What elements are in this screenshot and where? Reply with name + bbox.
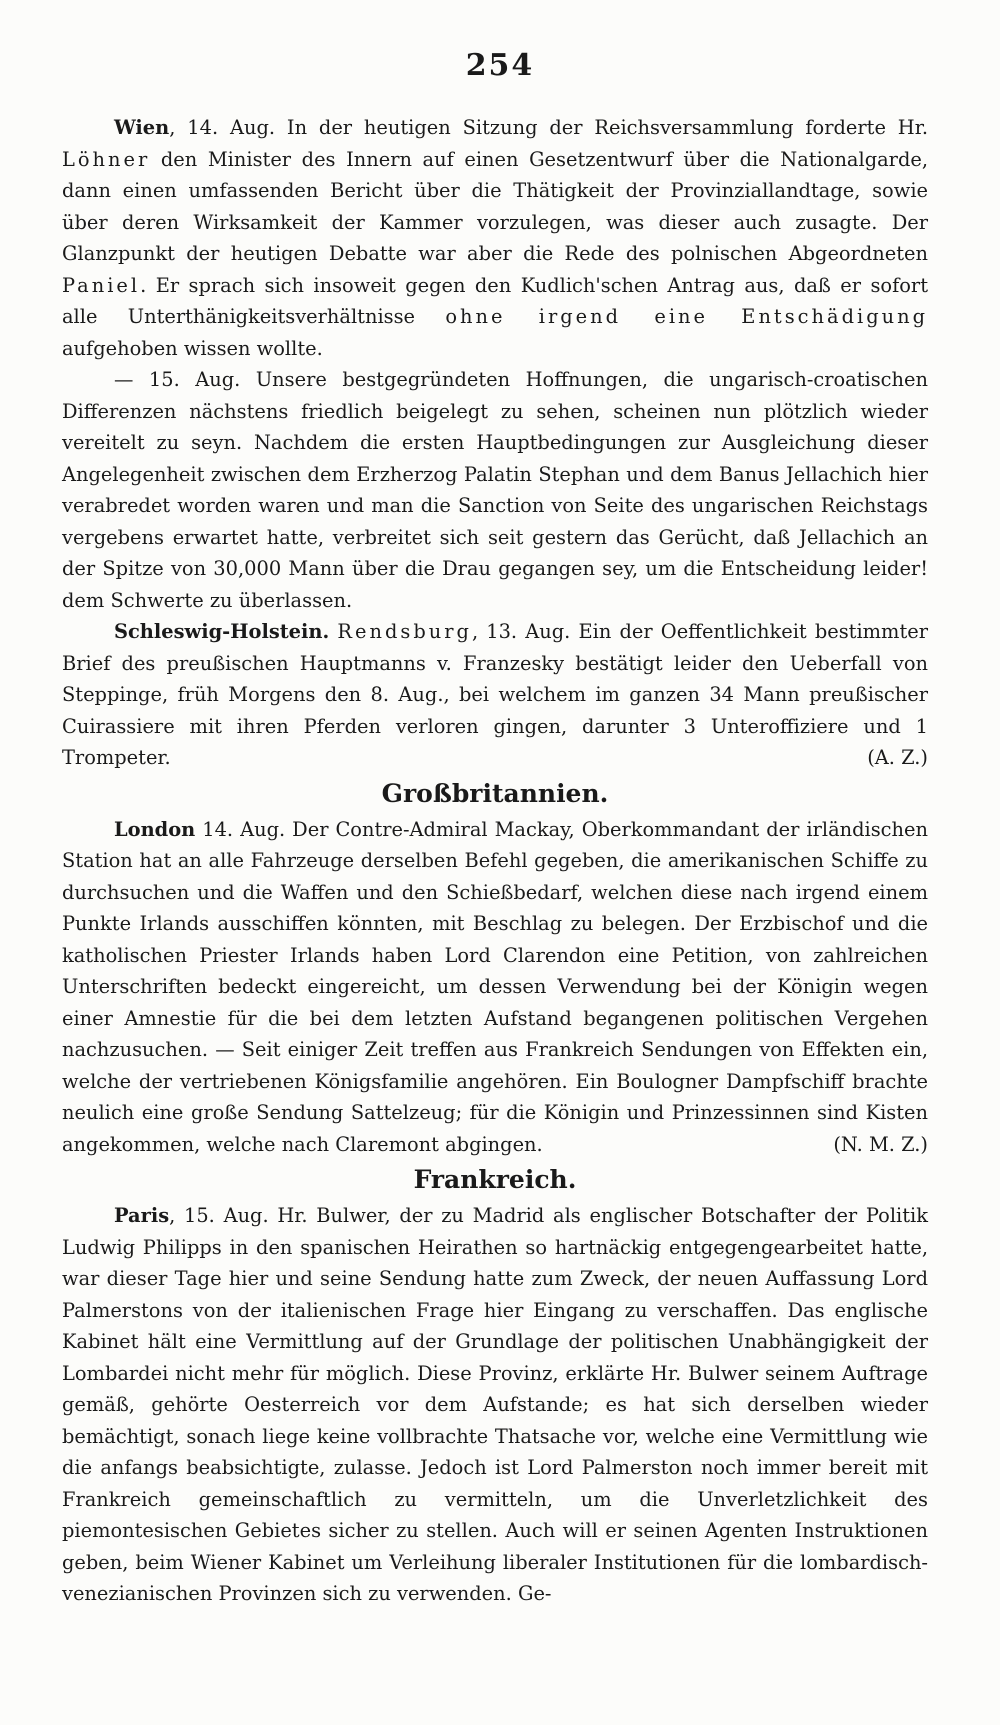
emphasis-text: ohne irgend eine Entschädigung: [445, 305, 928, 328]
dateline-london: London: [114, 817, 196, 841]
date-rendsburg: , 13. Aug.: [471, 620, 571, 643]
article-wien-14: [62, 112, 928, 364]
text-paris: Hr. Bulwer, der zu Madrid als englischer Botschafter der Politik Ludwig Philipps in den spanischen Heirathen so hartnäckig entgegengearbeitet hatte, war dieser Tage hier und seine Sendung hatte zum Zweck, der neuen Auffassung Lord Palmerstons von der italienischen Frage hier Eingang zu verschaffen. Das englische Kabinet hält eine Vermittlung auf der Grundlage der politischen Unabhängigkeit der Lombardei nicht mehr für möglich. Diese Provinz, erklärte Hr. Bulwer seinem Auftrage gemäß, gehörte Oesterreich vor dem Aufstande; es hat sich derselben wieder bemächtigt, sonach liege keine vollbrachte Thatsache vor, welche eine Vermittlung wie die anfangs beabsichtigte, zulasse. Jedoch ist Lord Palmerston noch immer bereit mit Frankreich gemeinschaftlich zu vermitteln, um die Unverletzlichkeit des piemontesischen Gebietes sicher zu stellen. Auch will er seinen Agenten Instruktionen geben, beim Wiener Kabinet um Verleihung liberaler Institutionen für die lombardisch-venezianischen Provinzen sich zu verwenden. Ge-: [62, 1204, 928, 1605]
text-wien-14-part3: . Er sprach sich insoweit gegen den Kudlich'schen Antrag aus, daß er sofort alle Unterthänigkeitsverhältnisse: [62, 273, 928, 328]
dateline-paris: Paris: [114, 1204, 170, 1227]
text-wien-14-part2: den Minister des Innern auf einen Gesetzentwurf über die Nationalgarde, dann einen umfassenden Bericht über die Thätigkeit der Provinziallandtage, sowie über deren Wirksamkeit der Kammer vorzulegen, was dieser auch zusagte. Der Glanzpunkt der heutigen Debatte war aber die Rede des polnischen Abgeordneten: [62, 147, 928, 265]
text-schleswig: Ein der Oeffentlichkeit bestimmter Brief des preußischen Hauptmanns v. Franzesky bestätigt leider den Ueberfall von Steppinge, früh Morgens den 8. Aug., bei welchem im ganzen 34 Mann preußischer Cuirassiere mit ihren Pferden verloren gingen, darunter 3 Unteroffiziere und 1 Trompeter.: [62, 620, 928, 769]
region-schleswig-holstein: Schleswig-Holstein.: [114, 620, 330, 643]
source-nmz: (N. M. Z.): [833, 1132, 928, 1156]
article-wien-15: [62, 364, 928, 616]
name-paniel: Paniel: [62, 273, 141, 297]
date-london: 14. Aug.: [195, 817, 286, 841]
text-wien-14-part4: aufgehoben wissen wollte.: [62, 336, 323, 360]
article-paris: [62, 1200, 928, 1610]
date-wien-15: — 15. Aug.: [114, 368, 241, 391]
source-az: (A. Z.): [867, 746, 928, 769]
page-number: 254: [465, 48, 535, 83]
text-column: [62, 112, 928, 1610]
article-schleswig: [62, 616, 928, 774]
name-loehner: Löhner: [62, 147, 151, 171]
date-wien-14: , 14. Aug.: [169, 116, 276, 139]
text-wien-14-part1: In der heutigen Sitzung der Reichsversammlung forderte Hr.: [275, 116, 928, 139]
section-heading-grossbritannien: Großbritannien.: [381, 778, 609, 808]
place-rendsburg: Rendsburg: [337, 620, 472, 643]
dateline-wien: Wien: [114, 116, 170, 139]
date-paris: , 15. Aug.: [169, 1204, 269, 1227]
article-london: [62, 814, 928, 1161]
text-london: Der Contre-Admiral Mackay, Oberkommandant der irländischen Station hat an alle Fahrzeuge derselben Befehl gegeben, die amerikanischen Schiffe zu durchsuchen und die Waffen und den Schießbedarf, welchen diese nach irgend einem Punkte Irlands ausschiffen könnten, mit Beschlag zu belegen. Der Erzbischof und die katholischen Priester Irlands haben Lord Clarendon eine Petition, von zahlreichen Unterschriften bedeckt eingereicht, um dessen Verwendung bei der Königin wegen einer Amnestie für die bei dem letzten Aufstand begangenen politischen Vergehen nachzusuchen. — Seit einiger Zeit treffen aus Frankreich Sendungen von Effekten ein, welche der vertriebenen Königsfamilie angehören. Ein Boulogner Dampfschiff brachte neulich eine große Sendung Sattelzeug; für die Königin und Prinzessinnen sind Kisten angekommen, welche nach Claremont abgingen.: [62, 817, 928, 1156]
section-heading-frankreich: Frankreich.: [413, 1165, 577, 1194]
text-wien-15: Unsere bestgegründeten Hoffnungen, die ungarisch-croatischen Differenzen nächstens friedlich beigelegt zu sehen, scheinen nun plötzlich wieder vereitelt zu seyn. Nachdem die ersten Hauptbedingungen zur Ausgleichung dieser Angelegenheit zwischen dem Erzherzog Palatin Stephan und dem Banus Jellachich hier verabredet worden waren und man die Sanction von Seite des ungarischen Reichstags vergebens erwartet hatte, verbreitet sich seit gestern das Gerücht, daß Jellachich an der Spitze von 30,000 Mann über die Drau gegangen sey, um die Entscheidung leider! dem Schwerte zu überlassen.: [62, 368, 928, 612]
